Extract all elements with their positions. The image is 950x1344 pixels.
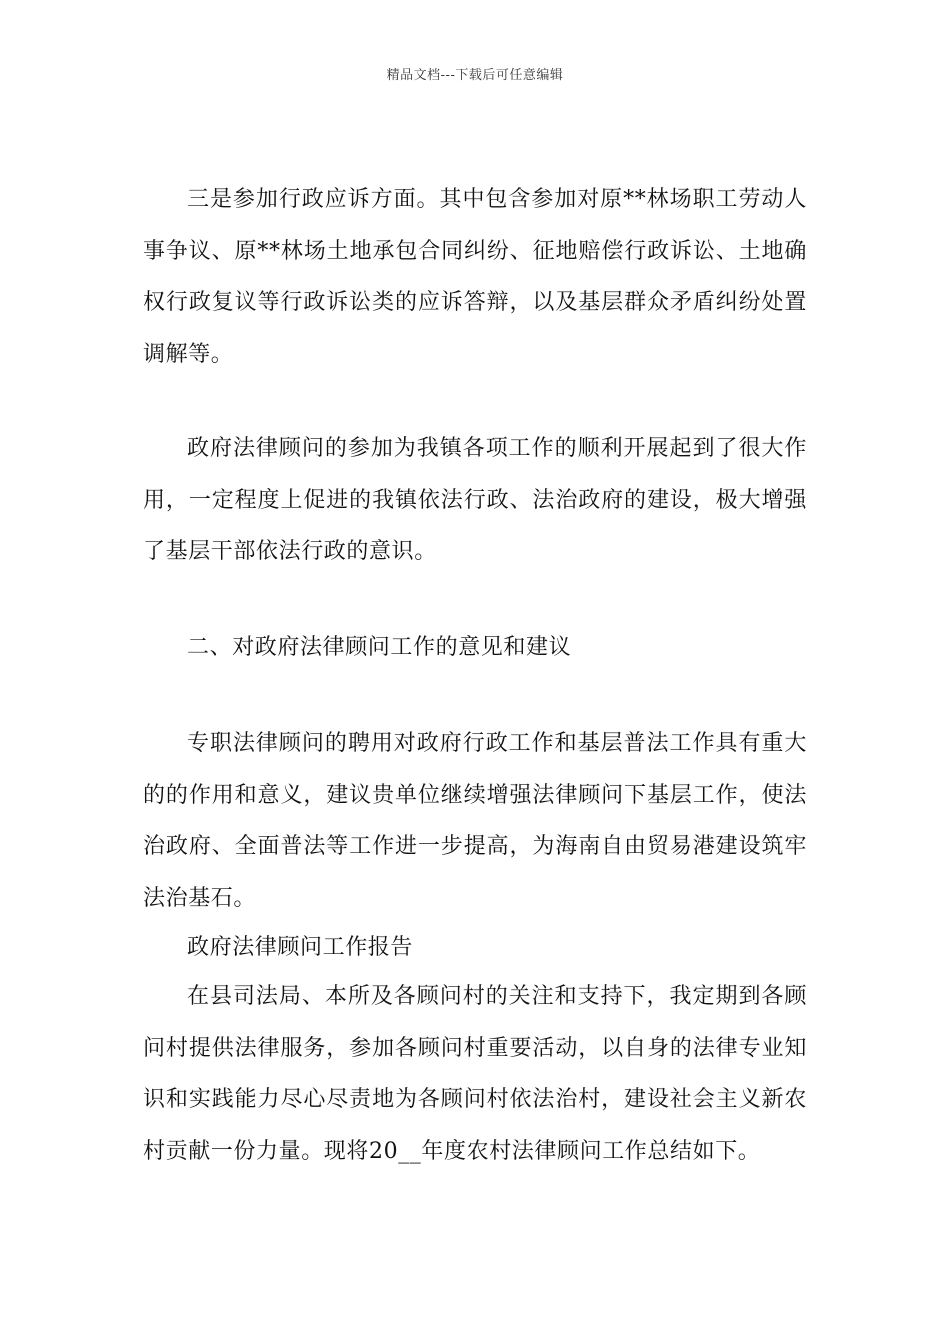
page-header: 精品文档---下载后可任意编辑	[386, 68, 564, 83]
report-title: 政府法律顾问工作报告	[187, 935, 414, 960]
paragraph-suggestions: 专职法律顾问的聘用对政府行政工作和基层普法工作具有重大的的作用和意义，建议贵单位继续增强法律顾问下基层工作，使法治政府、全面普法等工作进一步提高，为海南自由贸易港建设筑牢法治基石。	[143, 731, 807, 911]
paragraph-report-intro: 在县司法局、本所及各顾问村的关注和支持下，我定期到各顾问村提供法律服务，参加各顾问村重要活动，以自身的法律专业知识和实践能力尽心尽责地为各顾问村依法治村，建设社会主义新农村贡献一份力量。现将20__年度农村法律顾问工作总结如下。	[143, 984, 807, 1164]
paragraph-administrative-litigation: 三是参加行政应诉方面。其中包含参加对原**林场职工劳动人事争议、原**林场土地承包合同纠纷、征地赔偿行政诉讼、土地确权行政复议等行政诉讼类的应诉答辩，以及基层群众矛盾纠纷处置调解等。	[143, 187, 807, 367]
paragraph-legal-advisor-effect: 政府法律顾问的参加为我镇各项工作的顺利开展起到了很大作用，一定程度上促进的我镇依法行政、法治政府的建设，极大增强了基层干部依法行政的意识。	[143, 436, 807, 564]
section-heading-suggestions: 二、对政府法律顾问工作的意见和建议	[187, 635, 572, 660]
